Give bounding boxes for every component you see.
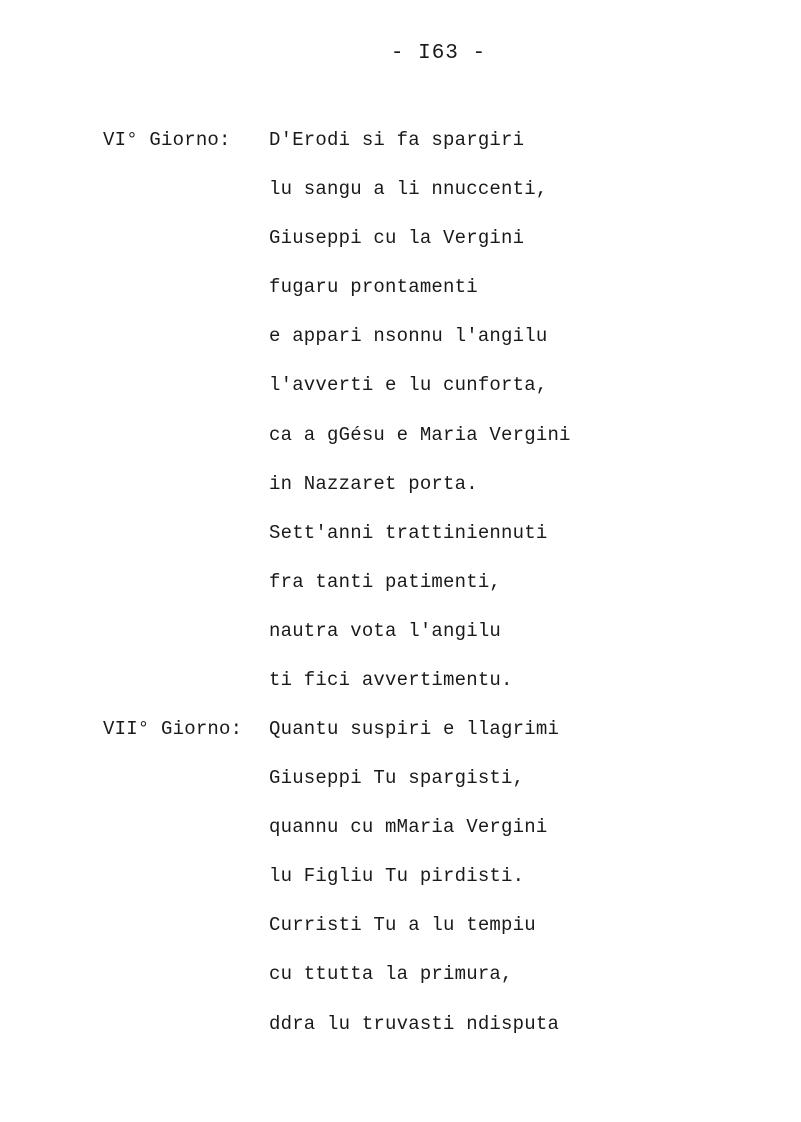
verse-line: l'avverti e lu cunforta, <box>269 374 548 397</box>
verse-line: lu sangu a li nnuccenti, <box>269 178 548 201</box>
verse-line: Sett'anni trattiniennuti <box>269 521 548 544</box>
day-label: VI° Giorno: <box>103 129 231 151</box>
verse-line: Quantu suspiri e llagrimi <box>269 718 560 740</box>
day-label: VII° Giorno: <box>103 718 243 740</box>
page-number: - I63 - <box>390 42 487 65</box>
verse-line: lu Figliu Tu pirdisti. <box>269 865 525 888</box>
verse-list <box>269 129 571 718</box>
verse-line: cu ttutta la primura, <box>269 963 513 986</box>
verse-line: D'Erodi si fa spargiri <box>269 129 525 151</box>
verse-list <box>269 718 559 1062</box>
verse-line: in Nazzaret porta. <box>269 472 478 495</box>
verse-line: ddra lu truvasti ndisputa <box>269 1012 560 1035</box>
verse-line: ca a gGésu e Maria Vergini <box>269 423 571 446</box>
verse-line: e appari nsonnu l'angilu <box>269 325 548 348</box>
verse-line: nautra vota l'angilu <box>269 619 502 642</box>
verse-line: fugaru prontamenti <box>269 276 478 299</box>
verse-line: quannu cu mMaria Vergini <box>269 816 548 839</box>
verse-line: Giuseppi cu la Vergini <box>269 227 525 250</box>
verse-line: fra tanti patimenti, <box>269 570 502 593</box>
verse-line: ti fici avvertimentu. <box>269 669 513 692</box>
verse-line: Curristi Tu a lu tempiu <box>269 914 536 937</box>
verse-line: Giuseppi Tu spargisti, <box>269 767 525 790</box>
